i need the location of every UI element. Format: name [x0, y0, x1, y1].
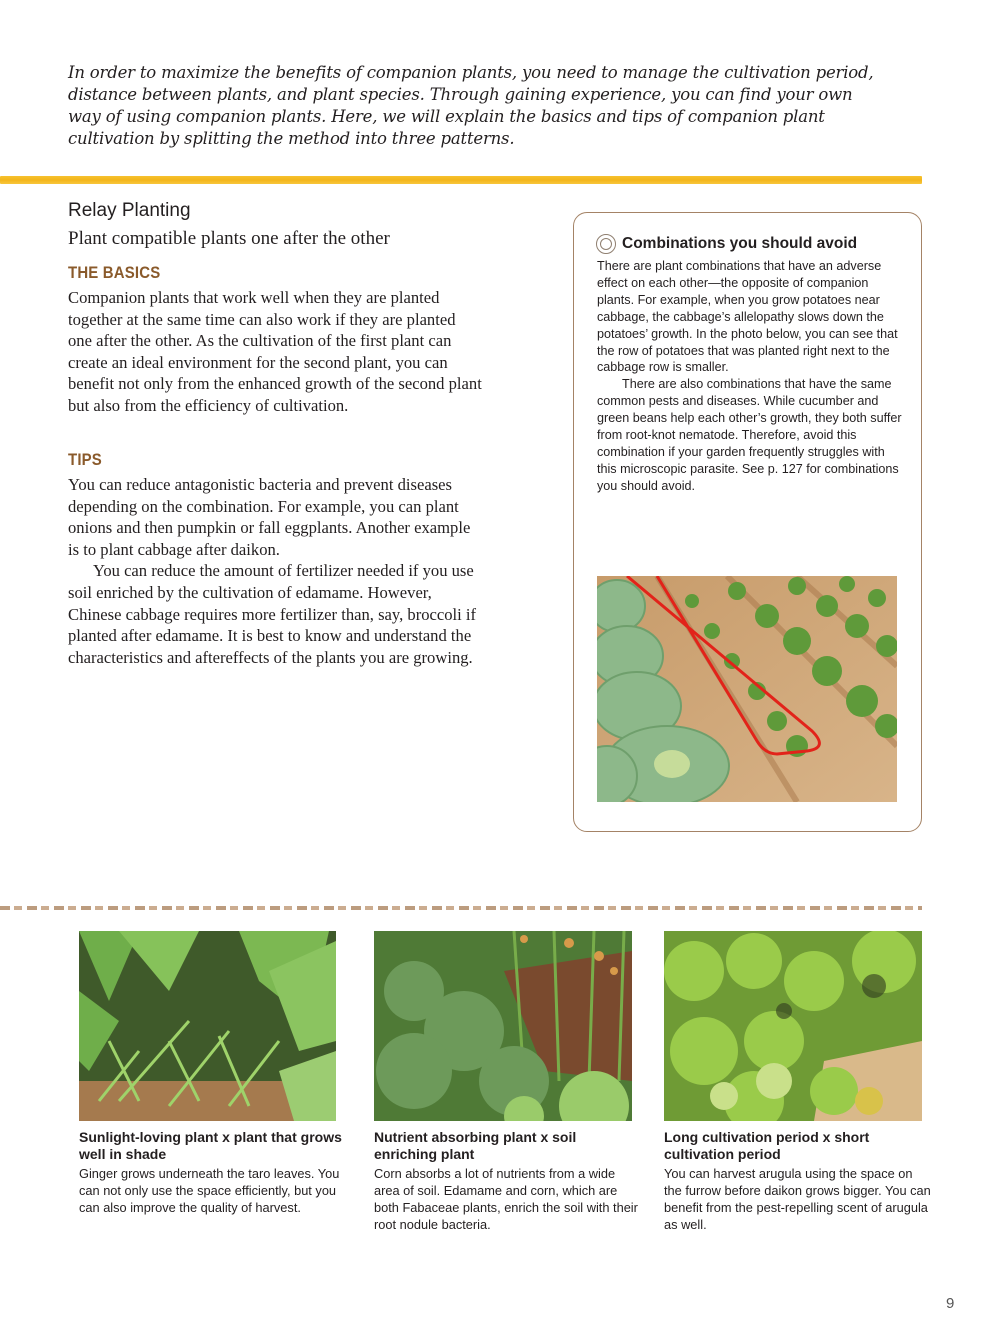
tips-heading: TIPS — [68, 450, 102, 469]
corn-edamame-photo — [374, 931, 632, 1121]
tips-paragraph: You can reduce the amount of fertilizer needed if you use soil enriched by the cultivation of edamame. However, Chinese cabbage requires more fertilizer than, say, broccoli if planted after edamame. It is best to know and understand the characteristics and aftereffects of the plants you are growing. — [68, 561, 477, 667]
basics-heading: THE BASICS — [68, 263, 161, 282]
sidebar-title: Combinations you should avoid — [622, 235, 858, 252]
arugula-daikon-photo — [664, 931, 922, 1121]
caption-title: Long cultivation period x short cultivation period — [664, 1129, 870, 1162]
tips-paragraph: You can reduce antagonistic bacteria and prevent diseases depending on the combination. For example, you can plant onions and then pumpkin or fall eggplants. Another example is to plant cabbage after daikon. — [68, 475, 471, 559]
taro-ginger-photo — [79, 931, 336, 1121]
page-number: 9 — [946, 1295, 955, 1312]
section-title: Relay Planting — [68, 200, 191, 221]
sidebar-paragraph: There are also combinations that have the same common pests and diseases. While cucumber and green beans help each other’s growth, they both suffer from root-knot nematode. Therefore, avoid this combination if your garden frequently struggles with this microscopic parasite. See p. 127 for combinations you should avoid. — [597, 377, 902, 493]
sidebar-body — [597, 258, 907, 495]
double-circle-icon — [596, 234, 616, 254]
dashed-divider — [0, 906, 922, 910]
caption-title: Sunlight-loving plant x plant that grows well in shade — [79, 1129, 342, 1162]
caption-body: You can harvest arugula using the space on the furrow before daikon grows bigger. You can benefit from the pest-repelling scent of arugula as well. — [664, 1166, 931, 1232]
caption-nutrient-soil — [374, 1129, 642, 1233]
yellow-divider — [0, 176, 922, 184]
caption-title: Nutrient absorbing plant x soil enriching plant — [374, 1129, 577, 1162]
tips-text — [68, 474, 483, 668]
caption-long-short-period — [664, 1129, 932, 1233]
cabbage-potato-photo — [597, 576, 897, 802]
caption-sun-shade — [79, 1129, 347, 1216]
section-subtitle: Plant compatible plants one after the other — [68, 228, 390, 249]
caption-body: Corn absorbs a lot of nutrients from a wide area of soil. Edamame and corn, which are both Fabaceae plants, enrich the soil with their root nodule bacteria. — [374, 1166, 638, 1232]
intro-paragraph: In order to maximize the benefits of companion plants, you need to manage the cultivation period, distance between plants, and plant species. Through gaining experience, you can find your own way of using companion plants. Here, we will explain the basics and tips of companion plant cultivation by splitting the method into three patterns. — [68, 63, 874, 148]
caption-body: Ginger grows underneath the taro leaves. You can not only use the space efficiently, but you can also improve the quality of harvest. — [79, 1166, 340, 1215]
sidebar-paragraph: There are plant combinations that have an adverse effect on each other—the opposite of companion plants. For example, when you grow potatoes near cabbage, the cabbage’s allelopathy slows down the potatoes’ growth. In the photo below, you can see that the row of potatoes that was planted right next to the cabbage row is smaller. — [597, 259, 898, 375]
sidebar-header — [596, 234, 857, 254]
basics-text: Companion plants that work well when they are planted together at the same time can also work if they are planted one after the other. As the cultivation of the first plant can create an ideal environment for the second plant, you can benefit not only from the enhanced growth of the second plant but also from the efficiency of cultivation. — [68, 288, 482, 415]
